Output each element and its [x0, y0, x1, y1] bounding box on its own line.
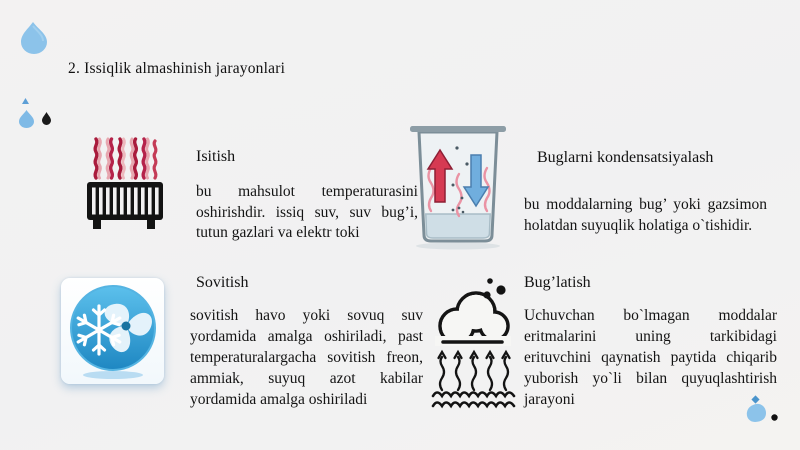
section-buglatish [524, 274, 777, 410]
beaker-condensation-icon [407, 122, 509, 252]
radiator-heating-icon [85, 130, 167, 232]
section-heading-sovitish: Sovitish [196, 274, 249, 291]
blue-dot-icon [22, 98, 29, 105]
black-dot-icon [771, 414, 778, 421]
ink-drop-icon [42, 112, 51, 125]
section-isitish [196, 148, 418, 244]
section-heading-isitish: Isitish [196, 148, 236, 165]
slide-title: 2. Issiqlik almashinish jarayonlari [68, 60, 286, 77]
small-water-drop-icon [19, 110, 34, 128]
section-heading-buglatish: Bug’latish [524, 274, 591, 291]
snowflake-fan-cooling-icon [61, 278, 164, 384]
water-drop-icon [20, 22, 48, 54]
section-body-buglatish: Uchuvchan bo`lmagan moddalar eritmalarini uning tarkibidagi erituvchini qaynatish paytida chiqarib yuborish yo`li bilan quyuqlashtirish jarayoni [524, 307, 777, 408]
section-kondensatsiya [524, 149, 767, 236]
section-heading-kondensatsiya: Buglarni kondensatsiyalash [537, 149, 714, 166]
section-body-isitish: bu mahsulot temperaturasini oshirishdir. issiq suv, suv bug’i, tutun gazlari va elektr toki [196, 183, 418, 241]
evaporation-cloud-icon [429, 272, 519, 410]
section-body-sovitish: sovitish havo yoki sovuq suv yordamida amalga oshiriladi, past temperaturalargacha sovitish freon, ammiak, suyuq azot kabilar yordamida amalga oshiriladi [190, 307, 423, 408]
section-sovitish [190, 274, 423, 410]
section-body-kondensatsiya: bu moddalarning bug’ yoki gazsimon holatdan suyuqlik holatiga o`tishidir. [524, 196, 767, 234]
